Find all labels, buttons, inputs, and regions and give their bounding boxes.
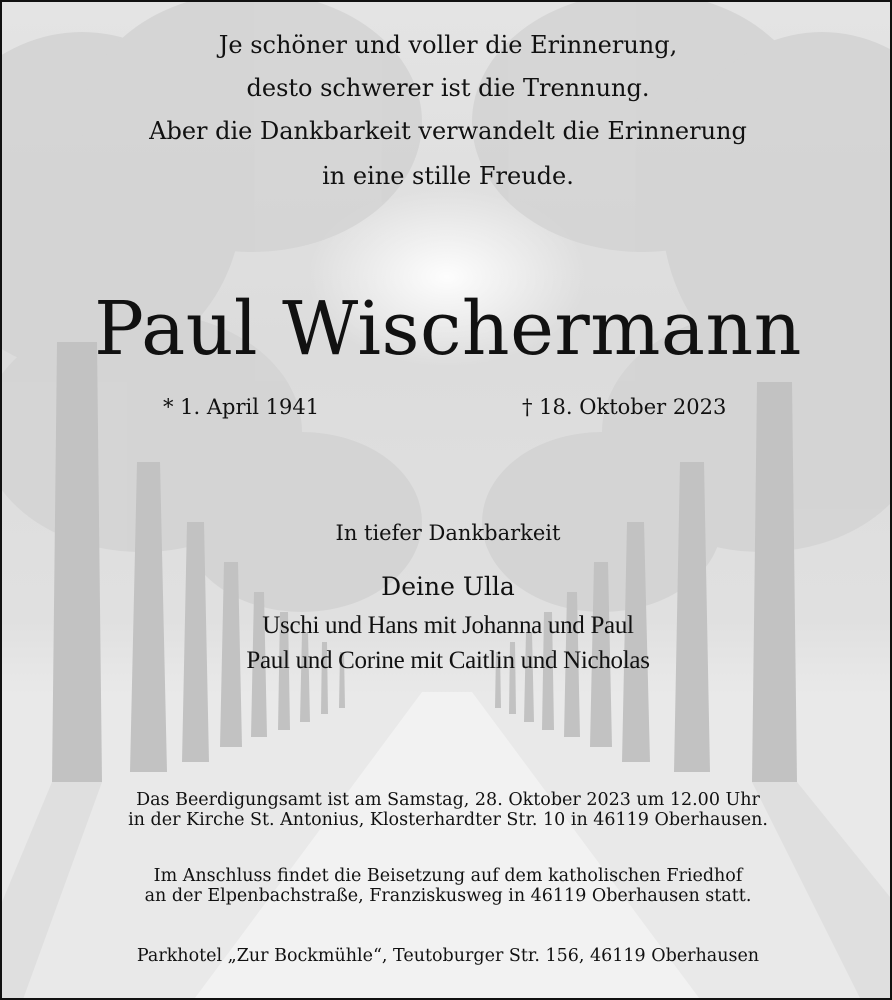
family-line-1: Uschi und Hans mit Johanna und Paul xyxy=(262,612,634,639)
deceased-name: Paul Wischermann xyxy=(94,286,802,372)
death-date: † 18. Oktober 2023 xyxy=(522,395,727,419)
tree-avenue-background xyxy=(2,2,892,1000)
service-line-2: in der Kirche St. Antonius, Klosterhardter Str. 10 in 46119 Oberhausen. xyxy=(128,810,768,830)
quote-line-4: in eine stille Freude. xyxy=(322,162,574,190)
family-line-2: Paul und Corine mit Caitlin und Nicholas xyxy=(246,647,650,674)
service-line-1: Das Beerdigungsamt ist am Samstag, 28. Oktober 2023 um 12.00 Uhr xyxy=(136,790,760,810)
thanks-intro: In tiefer Dankbarkeit xyxy=(335,521,561,545)
burial-line-2: an der Elpenbachstraße, Franziskusweg in 46119 Oberhausen statt. xyxy=(144,886,752,906)
birth-date: * 1. April 1941 xyxy=(163,395,320,419)
quote-line-2: desto schwerer ist die Trennung. xyxy=(246,74,650,102)
primary-mourner: Deine Ulla xyxy=(381,572,515,601)
quote-line-1: Je schöner und voller die Erinnerung, xyxy=(218,31,678,59)
quote-line-3: Aber die Dankbarkeit verwandelt die Erinnerung xyxy=(149,117,747,145)
reception-line: Parkhotel „Zur Bockmühle“, Teutoburger Str. 156, 46119 Oberhausen xyxy=(136,946,760,966)
burial-line-1: Im Anschluss findet die Beisetzung auf dem katholischen Friedhof xyxy=(153,866,743,886)
